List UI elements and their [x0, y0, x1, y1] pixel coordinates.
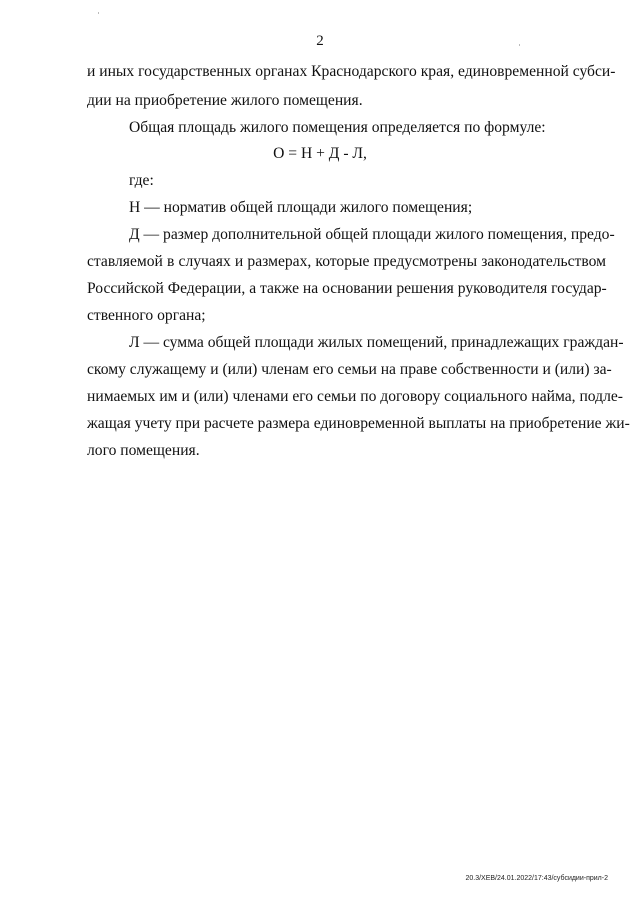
paragraph-line: Н — норматив общей площади жилого помещения;	[129, 199, 473, 216]
paragraph-line: Л — сумма общей площади жилых помещений, принадлежащих граждан-	[129, 334, 624, 351]
paragraph-line: нимаемых им и (или) членами его семьи по договору социального найма, подле-	[87, 388, 623, 405]
paragraph-line: ственного органа;	[87, 307, 206, 324]
paragraph-line: и иных государственных органах Краснодарского края, единовременной субси-	[87, 63, 616, 80]
paragraph-line: Российской Федерации, а также на основании решения руководителя государ-	[87, 280, 607, 297]
paragraph-line: Д — размер дополнительной общей площади жилого помещения, предо-	[129, 226, 615, 243]
paragraph-line: лого помещения.	[87, 442, 200, 459]
paragraph-line: дии на приобретение жилого помещения.	[87, 92, 363, 109]
footer-stamp: 20.3/ХЕВ/24.01.2022/17:43/субсидии-прил-2	[465, 875, 608, 882]
paragraph-line: Общая площадь жилого помещения определяется по формуле:	[129, 119, 546, 136]
where-label: где:	[129, 172, 154, 189]
formula: О = Н + Д - Л,	[273, 145, 367, 162]
page-number: 2	[316, 33, 324, 49]
scan-speck	[98, 12, 99, 14]
paragraph-line: жащая учету при расчете размера единовременной выплаты на приобретение жи-	[87, 415, 630, 432]
paragraph-line: ставляемой в случаях и размерах, которые предусмотрены законодательством	[87, 253, 606, 270]
paragraph-line: скому служащему и (или) членам его семьи на праве собственности и (или) за-	[87, 361, 612, 378]
